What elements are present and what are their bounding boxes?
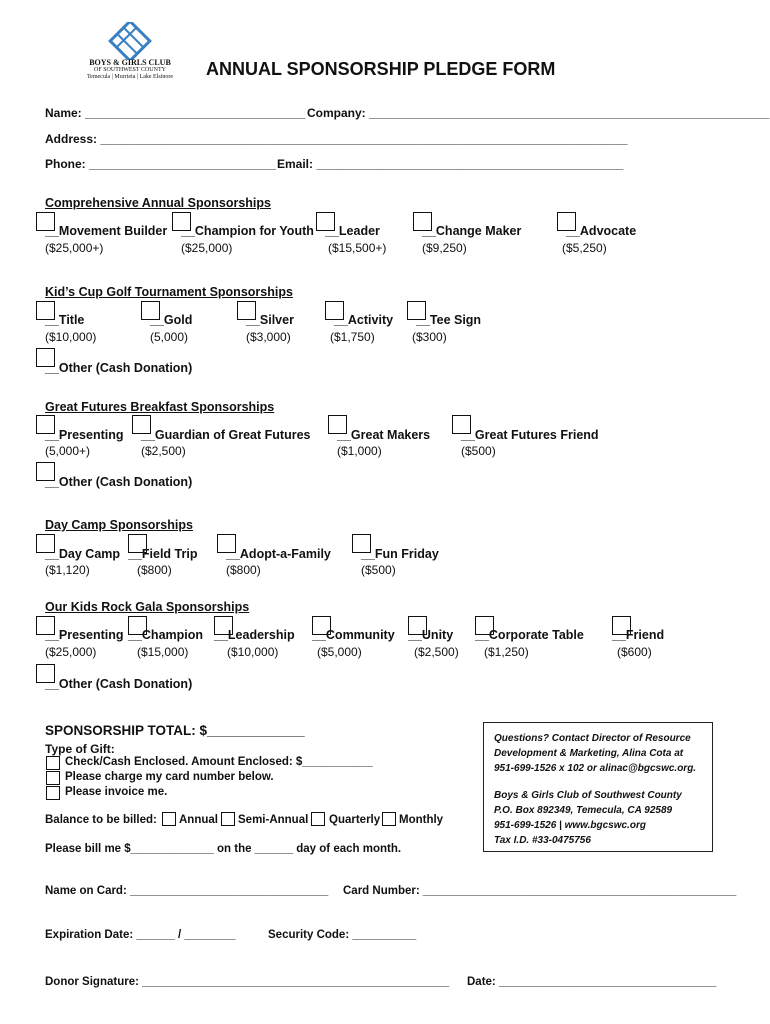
golf-gold-price: (5,000) — [150, 330, 189, 344]
gala-unity-price: ($2,500) — [414, 645, 459, 659]
change-maker-price: ($9,250) — [422, 241, 467, 255]
monthly-billing-label: Monthly — [399, 814, 444, 826]
golf-tee-sign-label: __Tee Sign — [416, 313, 482, 327]
breakfast-guardian-label: __Guardian of Great Futures — [141, 428, 311, 442]
security-code-field[interactable]: Security Code: __________ — [268, 929, 417, 941]
gala-leadership-label: __Leadership — [214, 628, 295, 642]
champion-for-youth-label: __Champion for Youth — [181, 224, 314, 238]
golf-section-title: Kid’s Cup Golf Tournament Sponsorships — [45, 285, 293, 299]
fun-friday-label: __Fun Friday — [361, 547, 439, 561]
fun-friday-price: ($500) — [361, 563, 396, 577]
sponsorship-total-field[interactable]: SPONSORSHIP TOTAL: $_____________ — [45, 723, 305, 738]
golf-tee-sign-price: ($300) — [412, 330, 447, 344]
info-line: Boys & Girls Club of Southwest County — [494, 790, 682, 801]
gala-champion-price: ($15,000) — [137, 645, 189, 659]
advocate-label: __Advocate — [566, 224, 637, 238]
gala-section-title: Our Kids Rock Gala Sponsorships — [45, 600, 250, 614]
breakfast-section-title: Great Futures Breakfast Sponsorships — [45, 400, 275, 414]
gala-presenting-label: __Presenting — [45, 628, 124, 642]
email-field[interactable]: Email: ______________________________________________ — [277, 157, 624, 171]
breakfast-great-makers-label: __Great Makers — [337, 428, 431, 442]
movement-builder-price: ($25,000+) — [45, 241, 104, 255]
leader-label: __Leader — [325, 224, 380, 238]
bill-me-field[interactable]: Please bill me $_____________ on the ______ day of each month. — [45, 843, 402, 855]
balance-billed-label: Balance to be billed: — [45, 814, 157, 826]
gala-presenting-price: ($25,000) — [45, 645, 97, 659]
info-line: 951-699-1526 x 102 or alinac@bgcswc.org. — [494, 763, 697, 774]
expiration-date-field[interactable]: Expiration Date: ______ / ________ — [45, 929, 236, 941]
gala-friend-label: __Friend — [612, 628, 665, 642]
golf-title-label: __Title — [45, 313, 85, 327]
field-trip-price: ($800) — [137, 563, 172, 577]
logo-text-3: Temecula | Murrieta | Lake Elsinore — [86, 74, 174, 80]
charge-card-checkbox[interactable] — [46, 771, 60, 785]
annual-billing-label: Annual — [179, 814, 218, 826]
gala-corporate-table-price: ($1,250) — [484, 645, 529, 659]
address-field[interactable]: Address: _______________________________________________________________________________ — [45, 132, 628, 146]
info-line: P.O. Box 892349, Temecula, CA 92589 — [494, 805, 673, 816]
daycamp-section-title: Day Camp Sponsorships — [45, 518, 193, 532]
date-field[interactable]: Date: __________________________________ — [467, 976, 717, 988]
quarterly-billing-label: Quarterly — [329, 814, 381, 826]
breakfast-great-makers-price: ($1,000) — [337, 444, 382, 458]
champion-for-youth-price: ($25,000) — [181, 241, 233, 255]
company-field[interactable]: Company: ____________________________________________________________ — [307, 106, 770, 120]
golf-title-price: ($10,000) — [45, 330, 97, 344]
gala-leadership-price: ($10,000) — [227, 645, 279, 659]
gala-corporate-table-label: __Corporate Table — [475, 628, 584, 642]
breakfast-guardian-price: ($2,500) — [141, 444, 186, 458]
logo-text-1: BOYS & GIRLS CLUB — [89, 58, 171, 67]
gala-community-label: __Community — [312, 628, 395, 642]
day-camp-label: __Day Camp — [45, 547, 121, 561]
info-line: Tax I.D. #33-0475756 — [494, 835, 591, 846]
invoice-label: Please invoice me. — [65, 786, 168, 798]
info-line: Development & Marketing, Alina Cota at — [494, 748, 684, 759]
quarterly-billing-checkbox[interactable] — [311, 812, 325, 826]
golf-silver-label: __Silver — [246, 313, 294, 327]
monthly-billing-checkbox[interactable] — [382, 812, 396, 826]
phone-field[interactable]: Phone: ____________________________ — [45, 157, 276, 171]
golf-silver-price: ($3,000) — [246, 330, 291, 344]
semi-annual-billing-label: Semi-Annual — [238, 814, 309, 826]
contact-info-box — [483, 722, 713, 852]
comprehensive-section-title: Comprehensive Annual Sponsorships — [45, 196, 271, 210]
semi-annual-billing-checkbox[interactable] — [221, 812, 235, 826]
adopt-a-family-label: __Adopt-a-Family — [226, 547, 331, 561]
adopt-a-family-price: ($800) — [226, 563, 261, 577]
breakfast-presenting-price: (5,000+) — [45, 444, 91, 458]
gala-champion-label: __Champion — [128, 628, 204, 642]
breakfast-other-label: __Other (Cash Donation) — [45, 475, 193, 489]
name-on-card-field[interactable]: Name on Card: _______________________________ — [45, 885, 329, 897]
golf-activity-price: ($1,750) — [330, 330, 375, 344]
check-cash-checkbox[interactable] — [46, 756, 60, 770]
golf-gold-label: __Gold — [150, 313, 193, 327]
logo-text-2: OF SOUTHWEST COUNTY — [94, 67, 166, 73]
card-number-field[interactable]: Card Number: _________________________________________________ — [343, 885, 737, 897]
golf-activity-label: __Activity — [334, 313, 394, 327]
invoice-checkbox[interactable] — [46, 786, 60, 800]
field-trip-label: __Field Trip — [128, 547, 198, 561]
page-title: ANNUAL SPONSORSHIP PLEDGE FORM — [206, 59, 556, 79]
gift-type-label: Type of Gift: — [45, 742, 115, 756]
logo-mark-icon — [80, 22, 180, 60]
annual-billing-checkbox[interactable] — [162, 812, 176, 826]
breakfast-friend-price: ($500) — [461, 444, 496, 458]
advocate-price: ($5,250) — [562, 241, 607, 255]
breakfast-presenting-label: __Presenting — [45, 428, 124, 442]
info-line: Questions? Contact Director of Resource — [494, 733, 691, 744]
charge-card-label: Please charge my card number below. — [65, 771, 274, 783]
gala-friend-price: ($600) — [617, 645, 652, 659]
gala-unity-label: __Unity — [408, 628, 454, 642]
change-maker-label: __Change Maker — [422, 224, 522, 238]
leader-price: ($15,500+) — [328, 241, 387, 255]
donor-signature-field[interactable]: Donor Signature: ________________________________________________ — [45, 976, 450, 988]
info-line-spacer — [494, 776, 702, 788]
gala-community-price: ($5,000) — [317, 645, 362, 659]
name-field[interactable]: Name: _________________________________ — [45, 106, 306, 120]
info-line: 951-699-1526 | www.bgcswc.org — [494, 820, 646, 831]
breakfast-friend-label: __Great Futures Friend — [461, 428, 599, 442]
gala-other-label: __Other (Cash Donation) — [45, 677, 193, 691]
day-camp-price: ($1,120) — [45, 563, 90, 577]
bgc-logo — [80, 22, 180, 82]
golf-other-label: __Other (Cash Donation) — [45, 361, 193, 375]
movement-builder-label: __Movement Builder — [45, 224, 168, 238]
check-cash-label: Check/Cash Enclosed. Amount Enclosed: $___________ — [65, 756, 373, 768]
